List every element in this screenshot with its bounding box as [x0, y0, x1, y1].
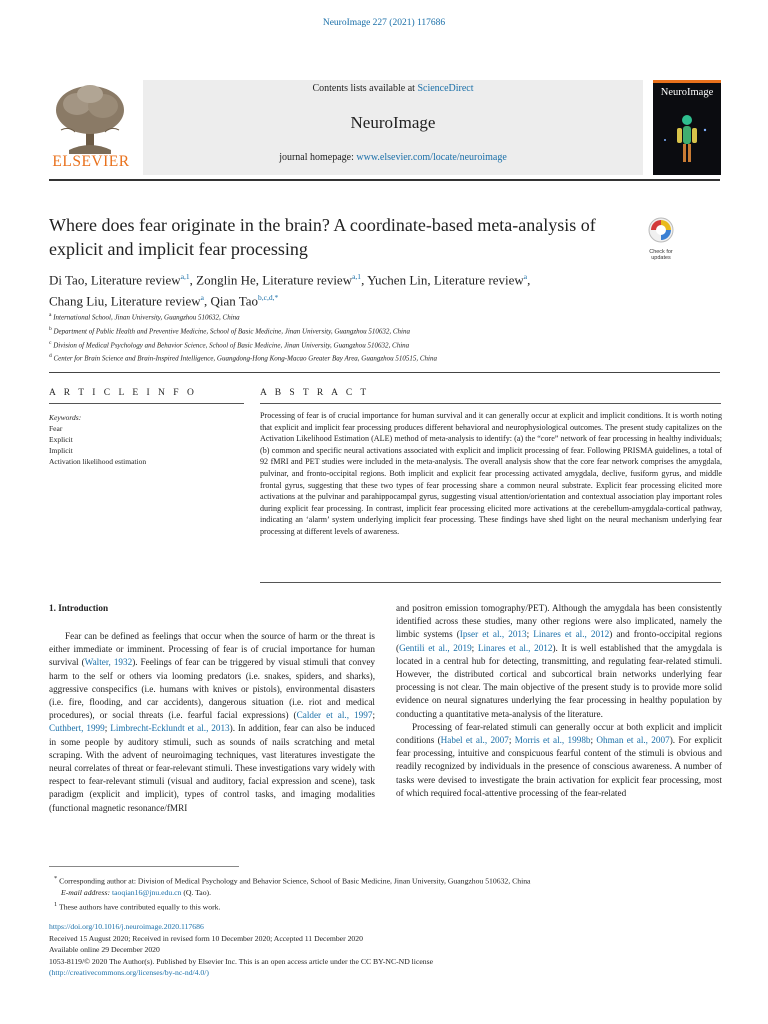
author-affiliation-marker[interactable]: a,1 [352, 272, 362, 281]
citation-link[interactable]: Cuthbert, 1999 [49, 723, 105, 734]
citation-link[interactable]: Walter, 1932 [84, 657, 133, 668]
footnote-rule [49, 866, 239, 867]
author-name: Zonglin He, Literature review [196, 272, 353, 288]
equal-contribution-note: $^1$ These authors have contributed equally to this work. [54, 900, 221, 912]
journal-homepage: journal homepage: www.elsevier.com/locate/neuroimage [279, 152, 507, 163]
affiliation-item [49, 338, 689, 352]
abstract-rule [260, 403, 721, 404]
paragraph-text: ). Feelings of fear can be triggered by visual stimuli that convey harm to the self or others via looming predators (i.e. snakes, spiders, and sharks), aggressive conspecifics (i.e. humans with knives or pistols), environmental disasters (i.e. fire, flooding, and car accidents), dangerous situation (i.e. riot and medical procedures), or social threats (i.e. fearful facial expressions) ( [49, 657, 375, 721]
paragraph-text: ; [526, 629, 534, 640]
article-info-rule [49, 403, 244, 404]
license-link[interactable]: (http://creativecommons.org/licenses/by-nc-nd/4.0/) [49, 968, 209, 978]
abstract-bottom-rule [260, 582, 721, 583]
intro-left-column [49, 630, 375, 815]
affiliation-item [49, 351, 689, 365]
intro-right-column [396, 602, 722, 800]
affiliation-key: b [49, 325, 52, 332]
journal-citation[interactable]: NeuroImage 227 (2021) 117686 [322, 18, 446, 28]
citation-link[interactable]: Ohman et al., 2007 [596, 735, 670, 746]
abstract-heading: A B S T R A C T [260, 388, 370, 398]
author-affiliation-marker[interactable]: a [200, 293, 204, 303]
paragraph-text: ; [590, 735, 597, 746]
section-rule [49, 372, 720, 373]
author-list: Di Tao, Literature review$^{a,1}$, Zonglin He, Literature review$^{a,1}$, Yuchen Lin, Literature review$^a$, Chang Liu, Literature review$^a$, Qian Tao$^{b,c,d,*}$ [49, 272, 531, 309]
keywords-title: Keywords: [49, 413, 82, 422]
keyword-item: Fear [49, 424, 63, 433]
affiliation-text: Division of Medical Psychology and Behavior Science, School of Basic Medicine, Jinan University, Guangzhou 510632, China [51, 340, 410, 349]
affiliation-key: d [49, 353, 52, 360]
footnotes [49, 873, 721, 913]
citation-link[interactable]: Calder et al., 1997 [296, 710, 373, 721]
publication-info [49, 921, 721, 979]
affiliation-text: International School, Jinan University, Guangzhou 510632, China [51, 313, 240, 322]
cover-title: NeuroImage [660, 87, 714, 98]
intro-paragraph [396, 721, 722, 800]
check-for-updates-badge[interactable] [644, 216, 678, 261]
affiliation-key: c [49, 339, 52, 346]
article-info-heading: A R T I C L E I N F O [49, 388, 197, 398]
author-name: Yuchen Lin, Literature review [367, 272, 524, 288]
abstract-text: Processing of fear is of crucial importance for human survival and it can generally occur at explicit and implicit conditions. It is worth noting that explicit and implicit fear processing produces different behavioral and neurophysiological outcomes. The present study capitalizes on the Activation Likelihood Estimation (ALE) method of meta-analysis to identify: (a) the “core” network of fear processing in healthy individuals; (b) common and specific neural activations associated with explicit and implicit processing of fear. Following PRISMA guidelines, a total of 92 fMRI and PET studies were included in the meta-analysis. The overall analysis show that the core fear network comprises the amygdala, pulvinar, and fronto-occipital regions. Both implicit and explicit fear processing activated amygdala, declive, fusiform gyrus, and middle frontal gyrus, suggesting that these two types of fear processing share a common neural substrate. Explicit fear processing elicited more activations at the pulvinar and parahippocampal gyrus, suggesting visual attention/orientation and contextual association play important roles during explicit fear processing. In contrast, implicit fear processing elicited more activations at the cerebellum-amygdala-cortical pathway, indicating an ‘alarm’ system underlying implicit fear processing. These findings have shed light on the neural mechanism underlying fear processing at different levels of awareness. [260, 411, 722, 536]
affiliation-item [49, 310, 689, 324]
sciencedirect-link[interactable]: ScienceDirect [417, 83, 474, 94]
publisher-wordmark: ELSEVIER [52, 153, 130, 170]
paragraph-text: ). In addition, fear can also be induced in some people by auditory stimuli, such as sounds of nails scratching and metal scraping. With the advent of neuroimaging techniques, vast literatures investigate the neural correlates of threat or fear-relevant stimuli. These investigations vary widely with respect to fear-relevant stimuli (visual and auditory, facial expression and scene), task paradigm (explicit and implicit), types of control tasks, and imaging modalities (functional magnetic resonance/fMRI [49, 723, 375, 813]
author-name: Qian Tao [210, 293, 259, 309]
affiliation-text: Department of Public Health and Preventive Medicine, School of Basic Medicine, Jinan University, Guangzhou 510632, China [51, 327, 410, 336]
keyword-item: Implicit [49, 446, 73, 455]
citation-link[interactable]: Limbrecht-Ecklundt et al., 2013 [110, 723, 230, 734]
homepage-link[interactable]: www.elsevier.com/locate/neuroimage [356, 152, 507, 163]
online-date: Available online 29 December 2020 [49, 945, 160, 955]
paragraph-text: and positron emission tomography/PET). Although the amygdala has been consistently identified across these studies, many other regions were also implicated, namely the limbic systems ( [396, 603, 722, 640]
citation-link[interactable]: Ipser et al., 2013 [459, 629, 527, 640]
masthead-rule [49, 179, 720, 181]
keyword-item: Explicit [49, 435, 73, 444]
crossmark-icon [644, 216, 678, 244]
section-heading-introduction: 1. Introduction [49, 603, 109, 613]
paragraph-text: ) and fronto-occipital regions ( [396, 629, 723, 653]
journal-cover [653, 80, 721, 175]
keyword-item: Activation likelihood estimation [49, 457, 147, 466]
article-title: Where does fear originate in the brain? A coordinate-based meta-analysis of explicit and implicit fear processing [49, 215, 596, 259]
contents-line: Contents lists available at ScienceDirect [312, 83, 474, 94]
corresponding-author-note: * Corresponding author at: Division of Medical Psychology and Behavior Science, School of Basic Medicine, Jinan University, Guangzhou 510632, China [54, 875, 531, 886]
citation-link[interactable]: Habel et al., 2007 [440, 735, 509, 746]
citation-link[interactable]: Gentili et al., 2019 [399, 642, 472, 653]
author-affiliation-marker[interactable]: a [523, 272, 528, 281]
email-link[interactable]: taoqian16@jnu.edu.cn [111, 888, 182, 898]
intro-paragraph [396, 602, 722, 721]
doi-link[interactable]: https://doi.org/10.1016/j.neuroimage.2020.117686 [49, 922, 204, 931]
affiliation-item [49, 324, 689, 338]
affiliation-text: Center for Brain Science and Brain-Inspired Intelligence, Guangdong-Hong Kong-Macao Greater Bay Area, Guangzhou 510515, China [51, 354, 437, 363]
paragraph-text: ; [471, 642, 478, 653]
crossmark-label: Check for updates [649, 249, 673, 261]
elsevier-logo [49, 80, 133, 175]
license-text: 1053-8119/© 2020 The Author(s). Published by Elsevier Inc. This is an open access article under the CC BY-NC-ND license [49, 956, 434, 966]
citation-link[interactable]: Linares et al., 2012 [533, 629, 610, 640]
email-note: E-mail address: taoqian16@jnu.edu.cn (Q. Tao). [61, 888, 212, 898]
paragraph-text: ; [372, 710, 375, 721]
journal-name: NeuroImage [350, 113, 436, 132]
keywords-block [49, 412, 146, 467]
author-name: Chang Liu, Literature review [49, 293, 201, 309]
citation-link[interactable]: Morris et al., 1998b [514, 735, 591, 746]
paragraph-text: ; [104, 723, 111, 734]
journal-band [143, 80, 643, 175]
paragraph-text: ). For explicit fear processing, intuitive and conspicuous fearful content of the stimuli is obvious and readily recognized by individuals in the presence of conscious awareness. A number of tasks were devised to investigate the brain activation for explicit fear processing, most of which required focal-attentive processing of the fear-related [396, 735, 723, 798]
affiliations [49, 310, 689, 365]
paragraph-text: ; [508, 735, 515, 746]
affiliation-key: a [49, 312, 52, 318]
masthead [49, 80, 721, 175]
received-dates: Received 15 August 2020; Received in revised form 10 December 2020; Accepted 11 December 2020 [49, 933, 363, 943]
paragraph-text: Processing of fear-related stimuli can generally occur at both explicit and implicit conditions ( [396, 721, 722, 746]
author-affiliation-marker[interactable]: b,c,d,* [258, 293, 279, 303]
citation-link[interactable]: Linares et al., 2012 [477, 642, 553, 653]
author-affiliation-marker[interactable]: a,1 [180, 272, 190, 281]
paragraph-text: Fear can be defined as feelings that occur when the source of harm or the threat is either immediate or imminent. Processing of fear is of crucial importance for human survival ( [49, 631, 375, 668]
author-name: Di Tao, Literature review [49, 272, 181, 288]
paragraph-text: ). It is well established that the amygdala is located in a central hub for detecting, transmitting, and regulating fear-related stimuli. However, the distributed cortical and subcortical brain networks underlying fear processing is not clear. The main objective of the present study is to provide more solid evidence on neural signatures underlying the fear processing in healthy population by conducting a quantitative meta-analysis of the literature. [396, 642, 722, 719]
